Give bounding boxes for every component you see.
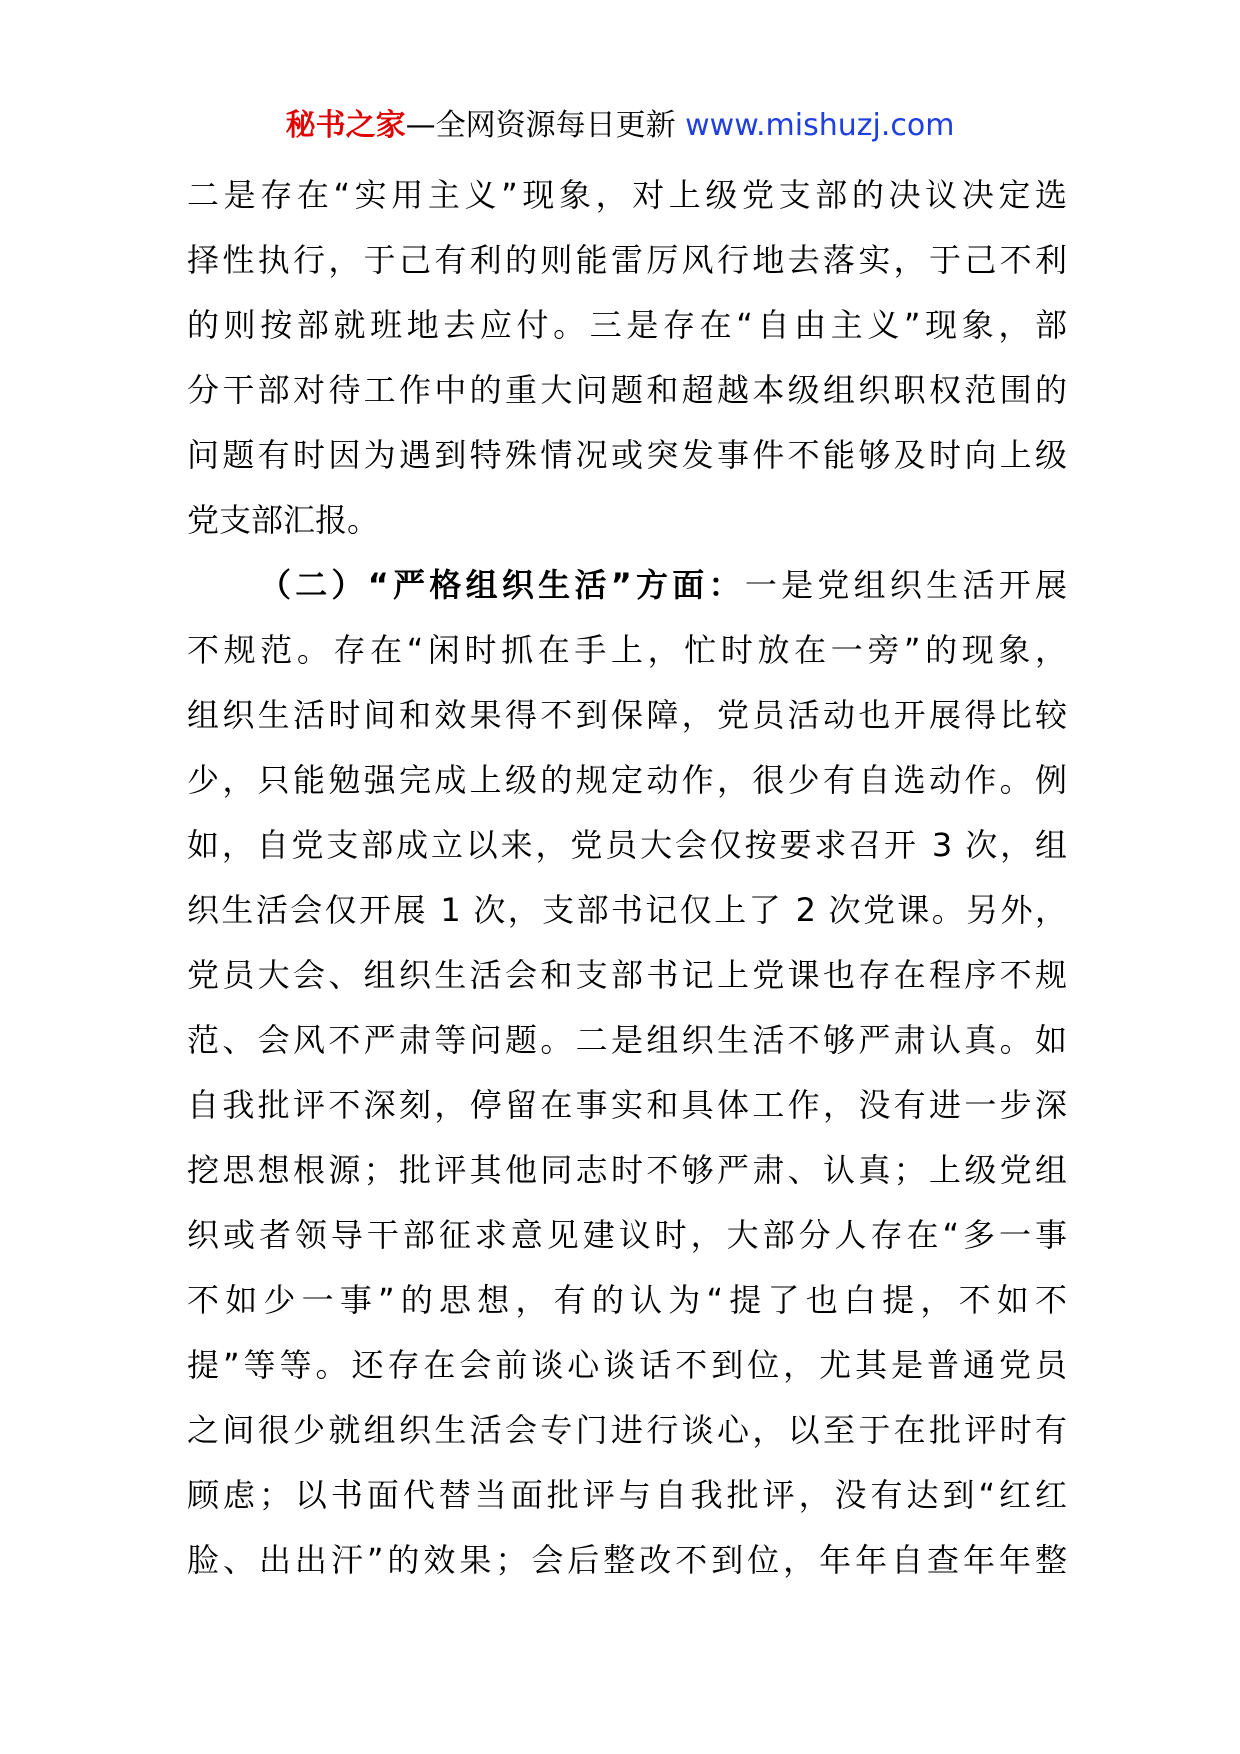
paragraph-2 xyxy=(187,553,1067,1593)
text-line: 织生活会仅开展 1 次，支部书记仅上了 2 次党课。另外， xyxy=(187,891,1067,929)
site-brand: 秘书之家 xyxy=(285,108,406,143)
document-body xyxy=(187,163,1067,1593)
text-line: 择性执行，于己有利的则能雷厉风行地去落实，于己不利 xyxy=(187,241,1067,279)
text-line: 提”等等。还存在会前谈心谈话不到位，尤其是普通党员 xyxy=(187,1346,1067,1384)
text-line: 自我批评不深刻，停留在事实和具体工作，没有进一步深 xyxy=(187,1086,1067,1124)
text-line: 少，只能勉强完成上级的规定动作，很少有自选动作。例 xyxy=(187,761,1067,799)
text-line: 党员大会、组织生活会和支部书记上党课也存在程序不规 xyxy=(187,956,1067,994)
text-line: 组织生活时间和效果得不到保障，党员活动也开展得比较 xyxy=(187,696,1067,734)
paragraph-1 xyxy=(187,163,1067,553)
site-header xyxy=(0,104,1240,148)
section-heading: （二）“严格组织生活”方面： xyxy=(259,566,745,604)
text-line: 织或者领导干部征求意见建议时，大部分人存在“多一事 xyxy=(187,1216,1067,1254)
site-url-link[interactable]: www.mishuzj.com xyxy=(685,108,955,143)
text-line: 党支部汇报。 xyxy=(187,501,380,539)
text-run: 一是党组织生活开展 xyxy=(744,566,1067,604)
text-line: 不如少一事”的思想，有的认为“提了也白提，不如不 xyxy=(187,1281,1067,1319)
text-line: 脸、出出汗”的效果；会后整改不到位，年年自查年年整 xyxy=(187,1541,1067,1579)
paragraph-2-first-line xyxy=(187,553,1067,618)
text-line: 之间很少就组织生活会专门进行谈心，以至于在批评时有 xyxy=(187,1411,1067,1449)
text-line: 挖思想根源；批评其他同志时不够严肃、认真；上级党组 xyxy=(187,1151,1067,1189)
text-line: 范、会风不严肃等问题。二是组织生活不够严肃认真。如 xyxy=(187,1021,1067,1059)
site-tagline: —全网资源每日更新 xyxy=(405,108,676,143)
text-line: 不规范。存在“闲时抓在手上，忙时放在一旁”的现象， xyxy=(187,631,1067,669)
text-line: 顾虑；以书面代替当面批评与自我批评，没有达到“红红 xyxy=(187,1476,1067,1514)
text-line: 问题有时因为遇到特殊情况或突发事件不能够及时向上级 xyxy=(187,436,1067,474)
text-line: 的则按部就班地去应付。三是存在“自由主义”现象，部 xyxy=(187,306,1067,344)
text-line: 分干部对待工作中的重大问题和超越本级组织职权范围的 xyxy=(187,371,1067,409)
text-line: 如，自党支部成立以来，党员大会仅按要求召开 3 次，组 xyxy=(187,826,1067,864)
text-line: 二是存在“实用主义”现象，对上级党支部的决议决定选 xyxy=(187,176,1067,214)
